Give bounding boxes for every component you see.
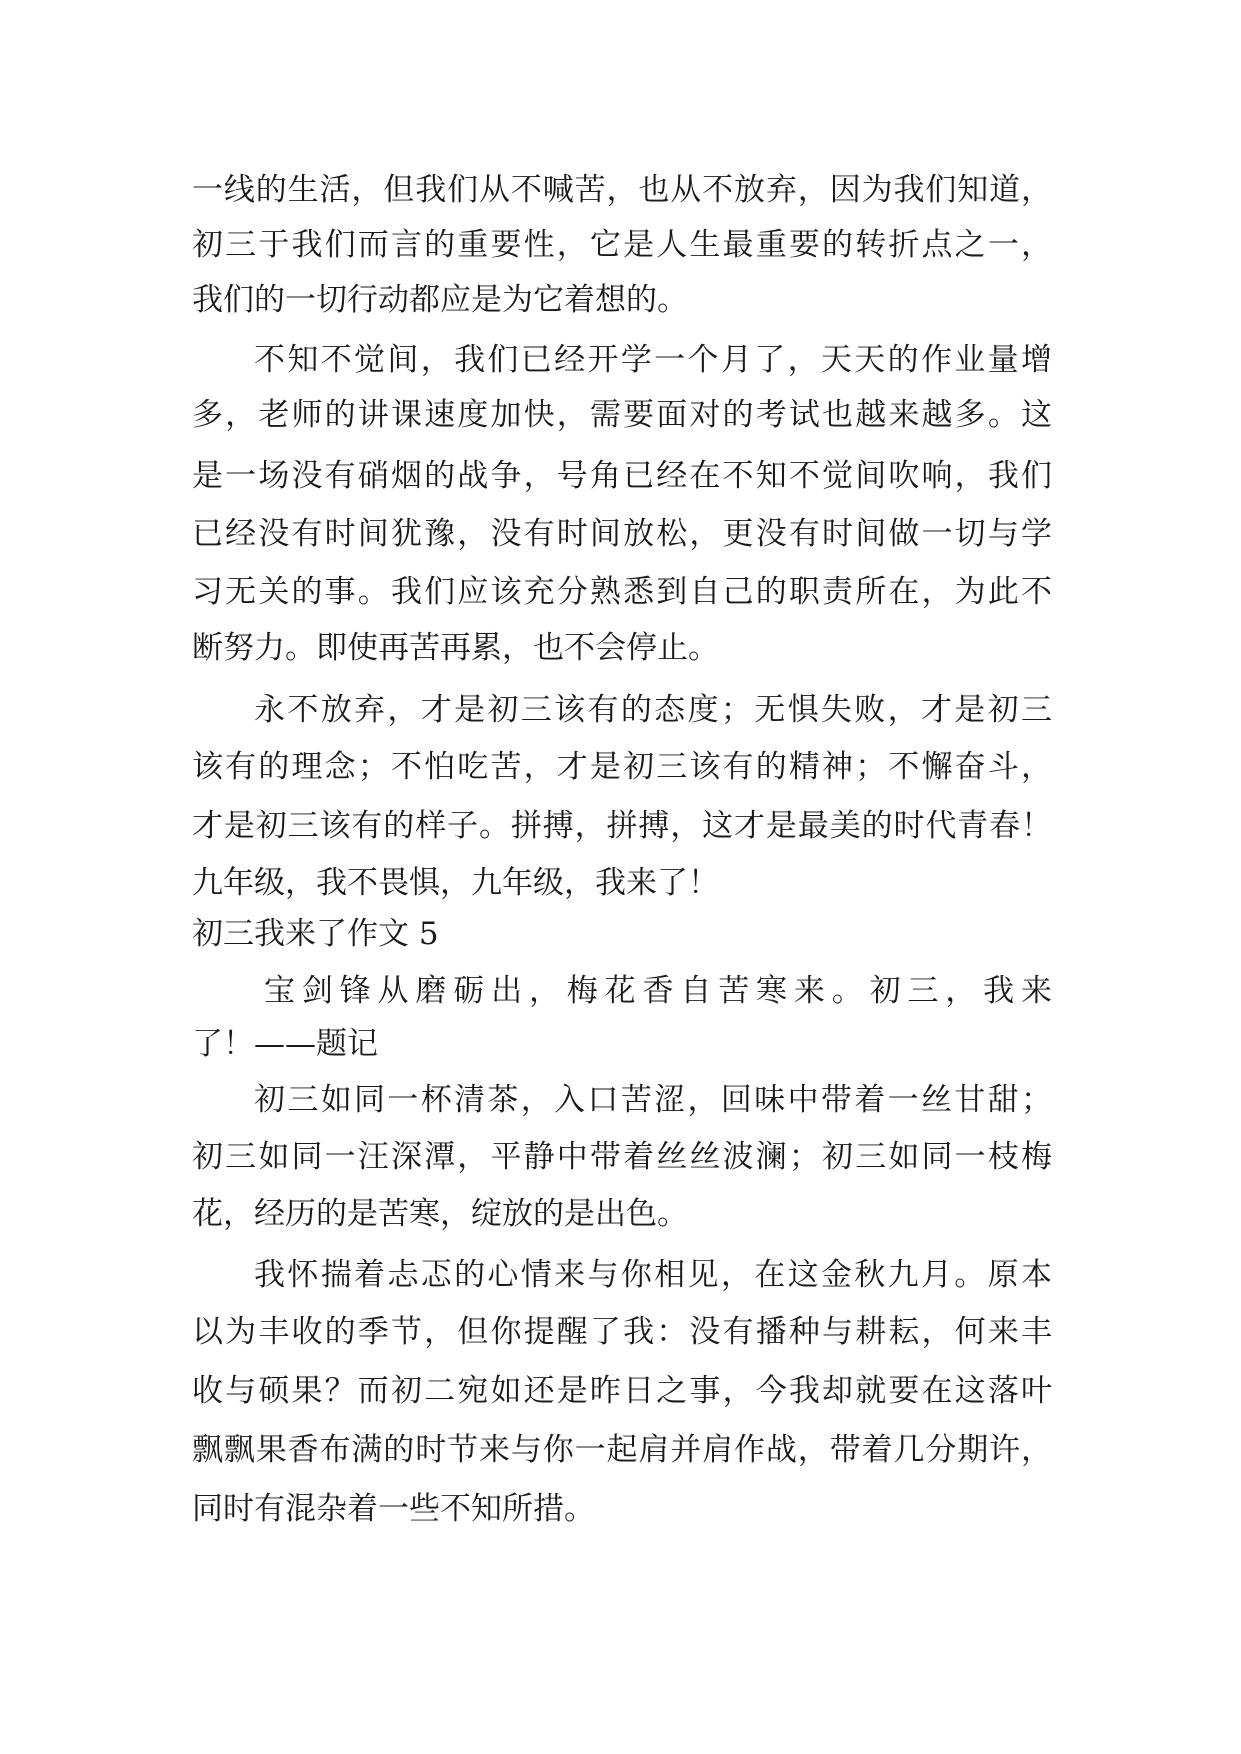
text-line: 了！——题记 — [192, 1026, 378, 1062]
text-line: 初三如同一汪深潭，平静中带着丝丝波澜；初三如同一枝梅 — [192, 1139, 1052, 1175]
text-line: 该有的理念；不怕吃苦，才是初三该有的精神；不懈奋斗， — [192, 749, 1052, 785]
text-line: 初三如同一杯清茶，入口苦涩，回味中带着一丝甘甜； — [254, 1082, 1052, 1118]
text-line: 花，经历的是苦寒，绽放的是出色。 — [192, 1196, 688, 1232]
text-line: 宝剑锋从磨砺出，梅花香自苦寒来。初三，我来 — [264, 973, 1052, 1009]
text-line: 我怀揣着忐忑的心情来与你相见，在这金秋九月。原本 — [254, 1257, 1052, 1293]
text-line: 同时有混杂着一些不知所措。 — [192, 1491, 595, 1527]
text-line: 九年级，我不畏惧，九年级，我来了！ — [192, 865, 719, 901]
text-line: 已经没有时间犹豫，没有时间放松，更没有时间做一切与学 — [192, 516, 1052, 552]
text-line: 多，老师的讲课速度加快，需要面对的考试也越来越多。这 — [192, 397, 1052, 433]
text-line: 初三于我们而言的重要性，它是人生最重要的转折点之一， — [192, 227, 1052, 263]
text-line: 才是初三该有的样子。拼搏，拼搏，这才是最美的时代青春！ — [192, 808, 1052, 844]
text-line: 以为丰收的季节，但你提醒了我：没有播种与耕耘，何来丰 — [192, 1314, 1052, 1350]
text-line: 不知不觉间，我们已经开学一个月了，天天的作业量增 — [254, 342, 1052, 378]
text-line: 习无关的事。我们应该充分熟悉到自己的职责所在，为此不 — [192, 574, 1052, 610]
text-line: 一线的生活，但我们从不喊苦，也从不放弃，因为我们知道， — [192, 172, 1052, 208]
text-line: 断努力。即使再苦再累，也不会停止。 — [192, 630, 719, 666]
text-line: 我们的一切行动都应是为它着想的。 — [192, 282, 688, 318]
section-heading: 初三我来了作文 5 — [192, 916, 439, 952]
text-line: 收与硕果？而初二宛如还是昨日之事，今我却就要在这落叶 — [192, 1373, 1052, 1409]
text-line: 是一场没有硝烟的战争，号角已经在不知不觉间吹响，我们 — [192, 458, 1052, 494]
text-line: 永不放弃，才是初三该有的态度；无惧失败，才是初三 — [254, 692, 1052, 728]
text-line: 飘飘果香布满的时节来与你一起肩并肩作战，带着几分期许， — [192, 1432, 1052, 1468]
